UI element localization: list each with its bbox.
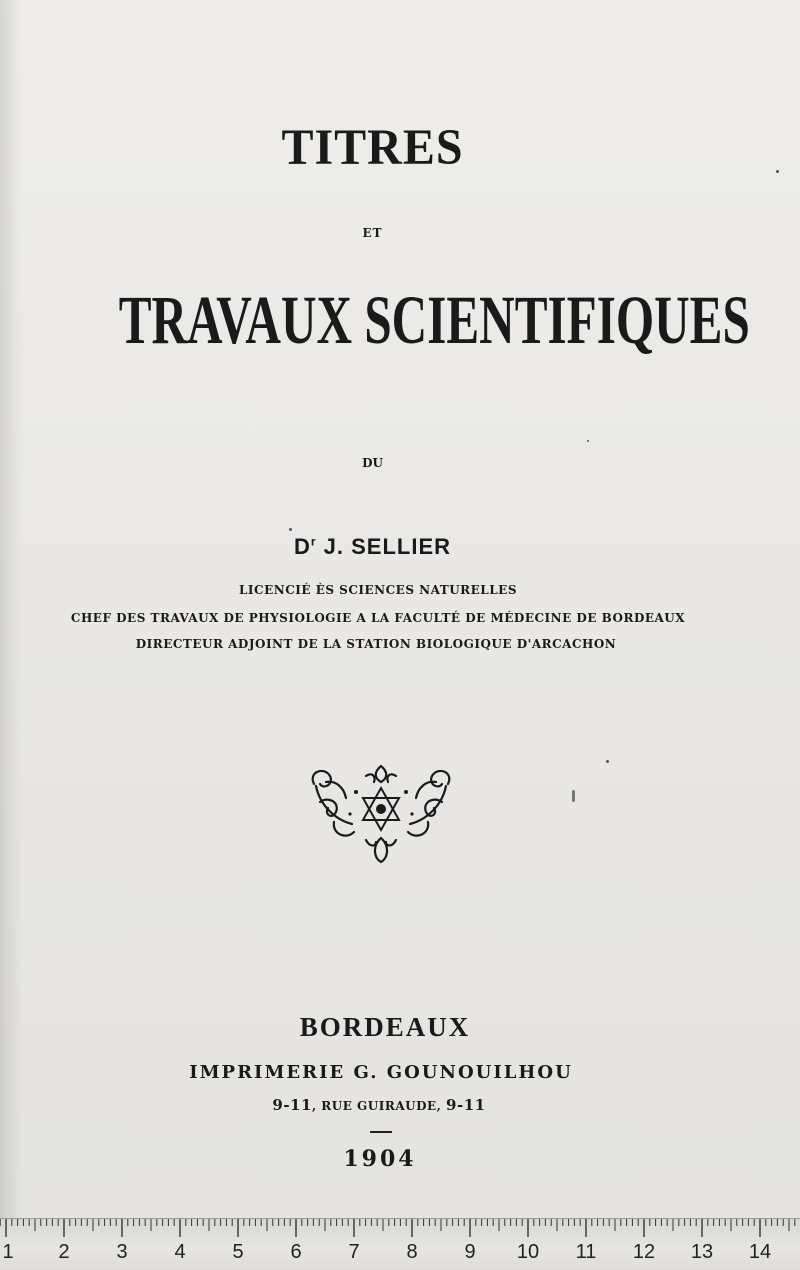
- qualification-2: CHEF DES TRAVAUX DE PHYSIOLOGIE A LA FACULTÉ DE MÉDECINE DE BORDEAUX: [70, 611, 686, 625]
- ruler-label: 1: [2, 1241, 14, 1263]
- ruler-label: 5: [232, 1241, 244, 1263]
- imprint-printer: IMPRIMERIE G. GOUNOUILHOU: [189, 1062, 573, 1083]
- ruler-label: 14: [748, 1241, 772, 1263]
- paper-speck: [776, 170, 779, 173]
- title-line-2: TRAVAUX SCIENTIFIQUES: [118, 281, 750, 358]
- ruler-label: 10: [516, 1241, 540, 1263]
- author-name: [0, 534, 745, 560]
- title-connector: ET: [362, 226, 383, 240]
- author-title-prefix: D: [293, 534, 311, 559]
- address-number-start: 9-11: [272, 1096, 312, 1114]
- paper-speck: [289, 528, 292, 531]
- ruler-label: 6: [290, 1241, 302, 1263]
- imprint-address: [0, 1096, 758, 1114]
- ruler-label: 2: [58, 1241, 70, 1263]
- paper-speck: [606, 760, 609, 763]
- ruler-label: 7: [348, 1241, 360, 1263]
- imprint-city: BORDEAUX: [299, 1012, 471, 1042]
- imprint-year: 1904: [343, 1146, 417, 1172]
- author-fullname: J. SELLIER: [323, 534, 452, 559]
- ruler-label: 8: [406, 1241, 418, 1263]
- paper-speck: [572, 790, 575, 802]
- author-preposition: DU: [362, 456, 383, 470]
- printer-ornament-icon: [306, 762, 456, 864]
- imprint-divider: [370, 1131, 392, 1133]
- qualification-1: LICENCIÉ ÈS SCIENCES NATURELLES: [238, 583, 517, 597]
- author-title-sup: r: [310, 534, 317, 549]
- ruler-label: 12: [632, 1241, 656, 1263]
- ruler-label: 9: [464, 1241, 476, 1263]
- paper-speck: [587, 440, 589, 442]
- address-number-end: 9-11: [446, 1096, 486, 1114]
- measurement-ruler: [0, 1218, 800, 1270]
- ruler-label: 4: [174, 1241, 186, 1263]
- title-line-1: TITRES: [281, 119, 464, 176]
- ruler-label: 3: [116, 1241, 128, 1263]
- ruler-label: 13: [690, 1241, 714, 1263]
- address-street: , RUE GUIRAUDE,: [311, 1099, 447, 1113]
- qualification-3: DIRECTEUR ADJOINT DE LA STATION BIOLOGIQUE D'ARCACHON: [135, 637, 617, 651]
- ruler-label: 11: [575, 1241, 597, 1263]
